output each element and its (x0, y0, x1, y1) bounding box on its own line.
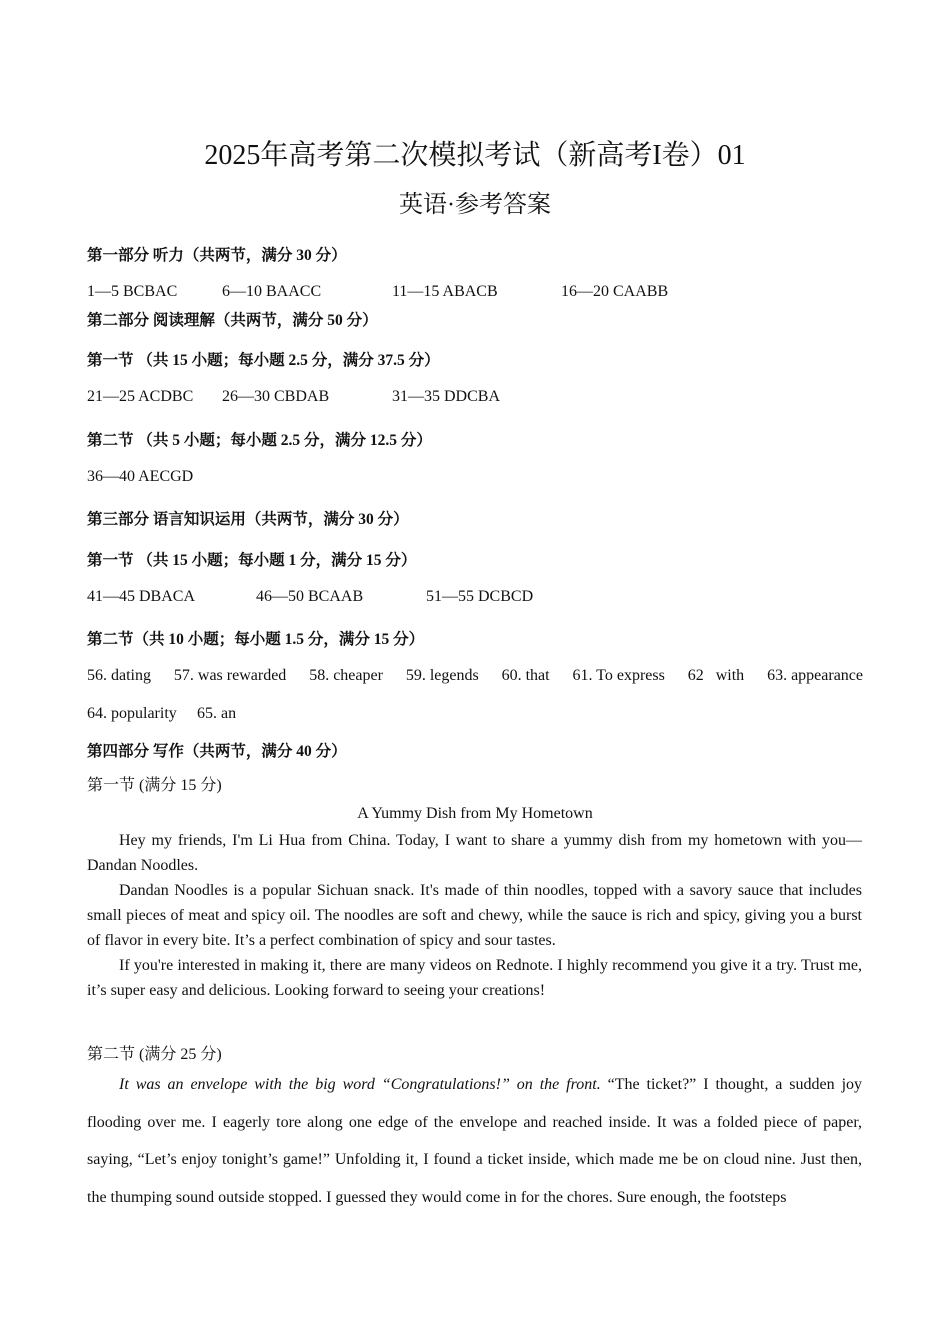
document-subtitle: 英语·参考答案 (399, 192, 551, 218)
answer-group: 21—25 ACDBC (87, 388, 194, 405)
answer-group: 11—15 ABACB (392, 283, 498, 300)
part2-heading: 第二部分 阅读理解（共两节，满分 50 分） (87, 312, 378, 329)
story-continuation: “The ticket?” I thought, a sudden joy flooding over me. I eagerly tore along one edge of the envelope and reached inside. It was a folded piece of paper, saying, “Let’s enjoy tonight’s game!” Unfolding it, I found a ticket inside, which made me be on cloud nine. Just then, the thumping sound outside stopped. I guessed they would come in for the chores. Sure enough, the footsteps (87, 1076, 863, 1206)
fill-answer: 58. cheaper (309, 667, 383, 684)
fill-answer: 62 with (687, 667, 745, 684)
answer-group: 16—20 CAABB (561, 283, 669, 300)
part3-sec1-heading: 第一节 （共 15 小题；每小题 1 分，满分 15 分） (87, 552, 417, 569)
essay-paragraph: If you're interested in making it, there are many videos on Rednote. I highly recommend you give it a try. Trust me, it’s super easy and delicious. Looking forward to seeing your creations! (87, 957, 862, 999)
fill-answer: 64. popularity (87, 705, 177, 722)
fill-answer: 63. appearance (767, 667, 863, 684)
story-body (87, 1066, 862, 1216)
fill-answers-row-1 (87, 667, 863, 685)
fill-answer: 61. To express (572, 667, 665, 684)
part4-heading: 第四部分 写作（共两节，满分 40 分） (87, 743, 347, 760)
fill-answer: 56. dating (87, 667, 151, 684)
answer-group: 41—45 DBACA (87, 588, 196, 605)
answer-group: 6—10 BAACC (222, 283, 322, 300)
fill-answer: 57. was rewarded (173, 667, 287, 684)
part2-sec1-heading: 第一节 （共 15 小题；每小题 2.5 分，满分 37.5 分） (87, 352, 440, 369)
essay-paragraph: Dandan Noodles is a popular Sichuan snack. It's made of thin noodles, topped with a savory sauce that includes small pieces of meat and spicy oil. The noodles are soft and chewy, while the sauce is rich and spicy, giving you a burst of flavor in every bite. It’s a perfect combination of spicy and sour tastes. (87, 882, 862, 949)
part3-heading: 第三部分 语言知识运用（共两节，满分 30 分） (87, 511, 409, 528)
document-title: 2025年高考第二次模拟考试（新高考I卷）01 (204, 140, 746, 171)
fill-answer: 60. that (501, 667, 550, 684)
part3-sec2-heading: 第二节（共 10 小题；每小题 1.5 分，满分 15 分） (87, 631, 425, 648)
part4-sec1-heading: 第一节 (满分 15 分) (87, 777, 222, 794)
part2-sec2-heading: 第二节 （共 5 小题；每小题 2.5 分，满分 12.5 分） (87, 432, 432, 449)
answer-group: 51—55 DCBCD (426, 588, 534, 605)
answer-group: 46—50 BCAAB (256, 588, 364, 605)
answer-group: 1—5 BCBAC (87, 283, 178, 300)
essay-title: A Yummy Dish from My Hometown (357, 805, 593, 822)
essay-body (87, 828, 862, 1003)
story-opening-sentence: It was an envelope with the big word “Congratulations!” on the front. (119, 1076, 601, 1093)
fill-answer: 59. legends (405, 667, 479, 684)
part4-sec2-heading: 第二节 (满分 25 分) (87, 1046, 222, 1063)
fill-answer: 65. an (197, 705, 237, 722)
answer-group: 36—40 AECGD (87, 468, 194, 485)
answer-group: 31—35 DDCBA (392, 388, 501, 405)
part1-heading: 第一部分 听力（共两节，满分 30 分） (87, 247, 347, 264)
story-paragraph (87, 1066, 862, 1216)
answer-group: 26—30 CBDAB (222, 388, 330, 405)
essay-paragraph: Hey my friends, I'm Li Hua from China. Today, I want to share a yummy dish from my hometown with you—Dandan Noodles. (87, 832, 862, 874)
